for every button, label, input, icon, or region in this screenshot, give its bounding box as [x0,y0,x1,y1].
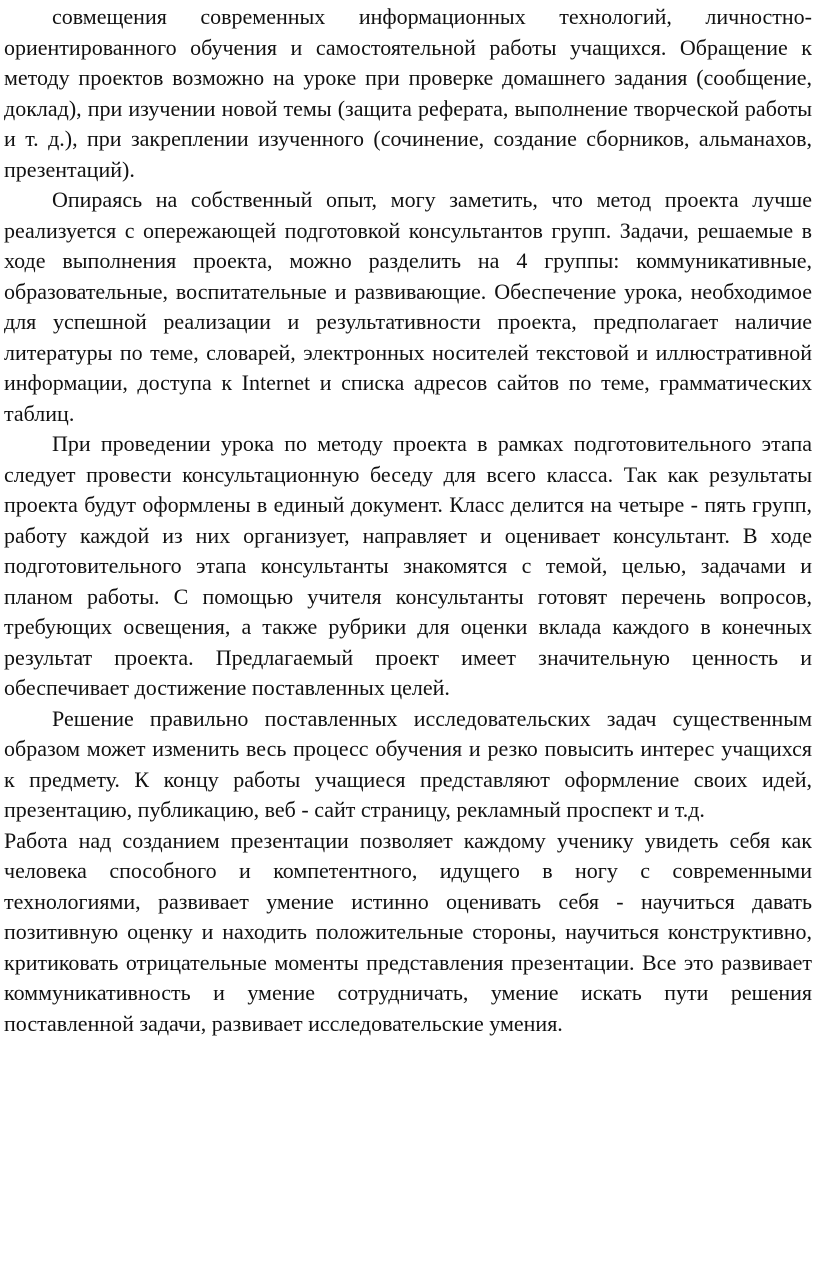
paragraph-1: совмещения современных информационных технологий, личностно-ориентированного обучения и самостоятельной работы учащихся. Обращение к методу проектов возможно на уроке при проверке домашнего задания (сообщение, доклад), при изучении новой темы (защита реферата, выполнение творческой работы и т. д.), при закреплении изученного (сочинение, создание сборников, альманахов, презентаций). [4,4,812,182]
paragraph-5: Работа над созданием презентации позволяет каждому ученику увидеть себя как человека способного и компетентного, идущего в ногу с современными технологиями, развивает умение истинно оценивать себя - научиться давать позитивную оценку и находить положительные стороны, научиться конструктивно, критиковать отрицательные моменты представления презентации. Все это развивает коммуникативность и умение сотрудничать, умение искать пути решения поставленной задачи, развивает исследовательские умения. [4,827,812,1036]
paragraph-2: Опираясь на собственный опыт, могу заметить, что метод проекта лучше реализуется с опережающей подготовкой консультантов групп. Задачи, решаемые в ходе выполнения проекта, можно разделить на 4 группы: коммуникативные, образовательные, воспитательные и развивающие. Обеспечение урока, необходимое для успешной реализации и результативности проекта, предполагает наличие литературы по теме, словарей, электронных носителей текстовой и иллюстративной информации, доступа к Internet и списка адресов сайтов по теме, грамматических таблиц. [4,187,812,426]
paragraph-3: При проведении урока по методу проекта в рамках подготовительного этапа следует провести консультационную беседу для всего класса. Так как результаты проекта будут оформлены в единый документ. Класс делится на четыре - пять групп, работу каждой из них организует, направляет и оценивает консультант. В ходе подготовительного этапа консультанты знакомятся с темой, целью, задачами и планом работы. С помощью учителя консультанты готовят перечень вопросов, требующих освещения, а также рубрики для оценки вклада каждого в конечных результат проекта. Предлагаемый проект имеет значительную ценность и обеспечивает достижение поставленных целей. [4,431,812,700]
paragraph-4: Решение правильно поставленных исследовательских задач существенным образом может изменить весь процесс обучения и резко повысить интерес учащихся к предмету. К концу работы учащиеся представляют оформление своих идей, презентацию, публикацию, веб - сайт страницу, рекламный проспект и т.д. [4,705,812,822]
